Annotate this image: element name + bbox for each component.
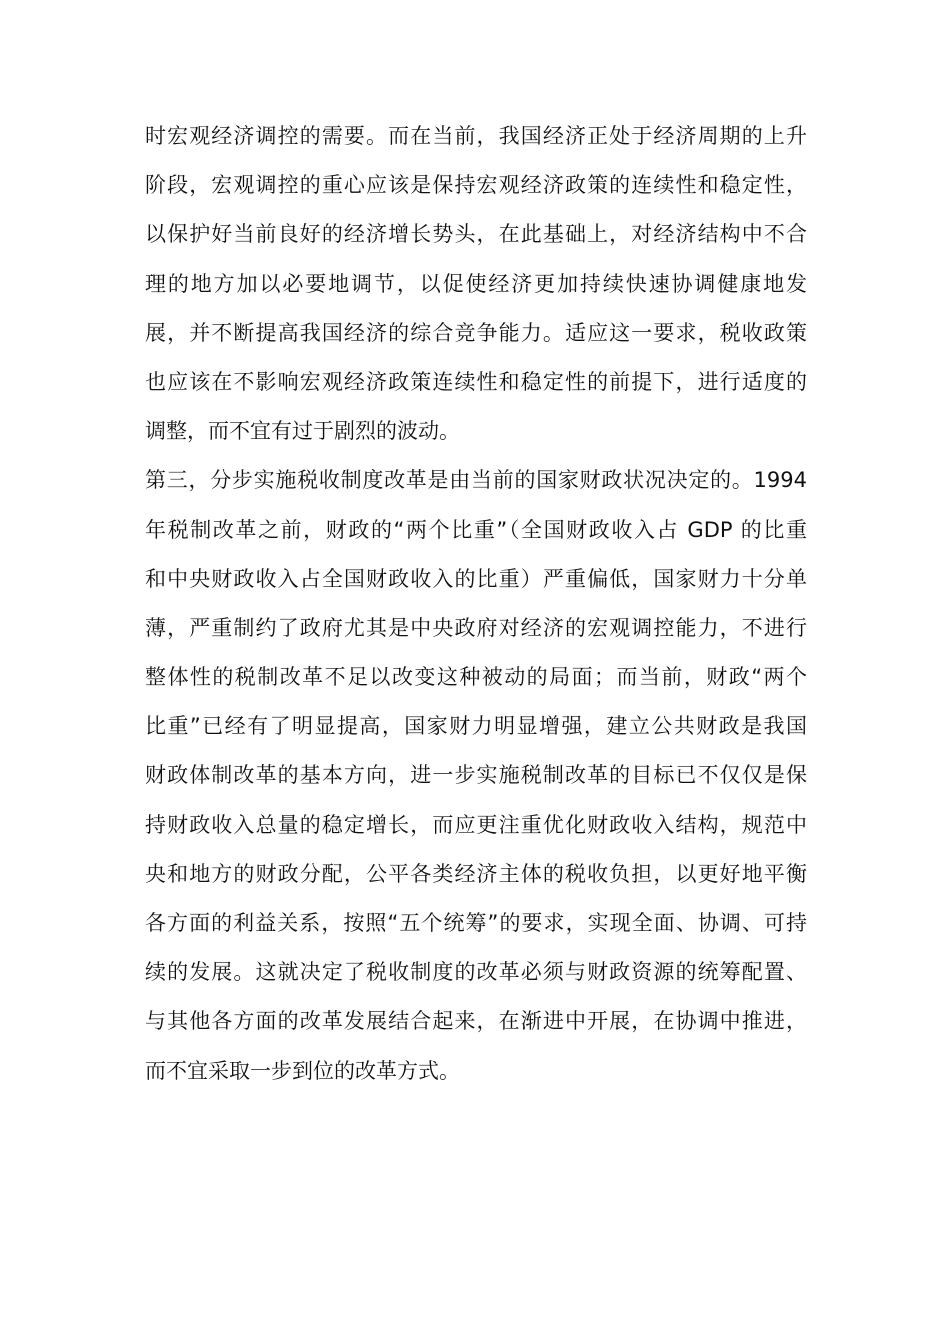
text-line: 整体性的税制改革不足以改变这种被动的局面；而当前，财政“两个 [145, 665, 807, 690]
text-line: 和中央财政收入占全国财政收入的比重）严重偏低，国家财力十分单 [145, 566, 807, 591]
text-line: 与其他各方面的改革发展结合起来，在渐进中开展，在协调中推进， [145, 1009, 807, 1034]
text-line: 以保护好当前良好的经济增长势头，在此基础上，对经济结构中不合 [145, 222, 807, 247]
text-line: 薄，严重制约了政府尤其是中央政府对经济的宏观调控能力，不进行 [145, 615, 807, 640]
text-line: 财政体制改革的基本方向，进一步实施税制改革的目标已不仅仅是保 [145, 763, 807, 788]
text-line: 展，并不断提高我国经济的综合竞争能力。适应这一要求，税收政策 [145, 320, 807, 345]
paragraph-1 [145, 112, 807, 456]
text-line: 而不宜采取一步到位的改革方式。 [145, 1058, 460, 1083]
text-line: 也应该在不影响宏观经济政策连续性和稳定性的前提下，进行适度的 [145, 369, 807, 394]
text-line: 年税制改革之前，财政的“两个比重”（全国财政收入占 GDP 的比重 [145, 517, 807, 542]
document-page [145, 112, 807, 1096]
text-line: 时宏观经济调控的需要。而在当前，我国经济正处于经济周期的上升 [145, 124, 807, 148]
text-line: 续的发展。这就决定了税收制度的改革必须与财政资源的统筹配置、 [145, 960, 807, 985]
text-line: 央和地方的财政分配，公平各类经济主体的税收负担，以更好地平衡 [145, 861, 807, 886]
text-line: 各方面的利益关系，按照“五个统筹”的要求，实现全面、协调、可持 [145, 911, 807, 935]
text-line: 持财政收入总量的稳定增长，而应更注重优化财政收入结构，规范中 [145, 812, 807, 837]
text-line: 阶段，宏观调控的重心应该是保持宏观经济政策的连续性和稳定性， [145, 173, 807, 198]
text-line: 比重”已经有了明显提高，国家财力明显增强，建立公共财政是我国 [145, 714, 807, 739]
text-line: 调整，而不宜有过于剧烈的波动。 [145, 419, 460, 444]
text-line: 理的地方加以必要地调节，以促使经济更加持续快速协调健康地发 [145, 271, 807, 296]
paragraph-2 [145, 456, 807, 1095]
text-line: 第三，分步实施税收制度改革是由当前的国家财政状况决定的。1994 [145, 468, 807, 493]
